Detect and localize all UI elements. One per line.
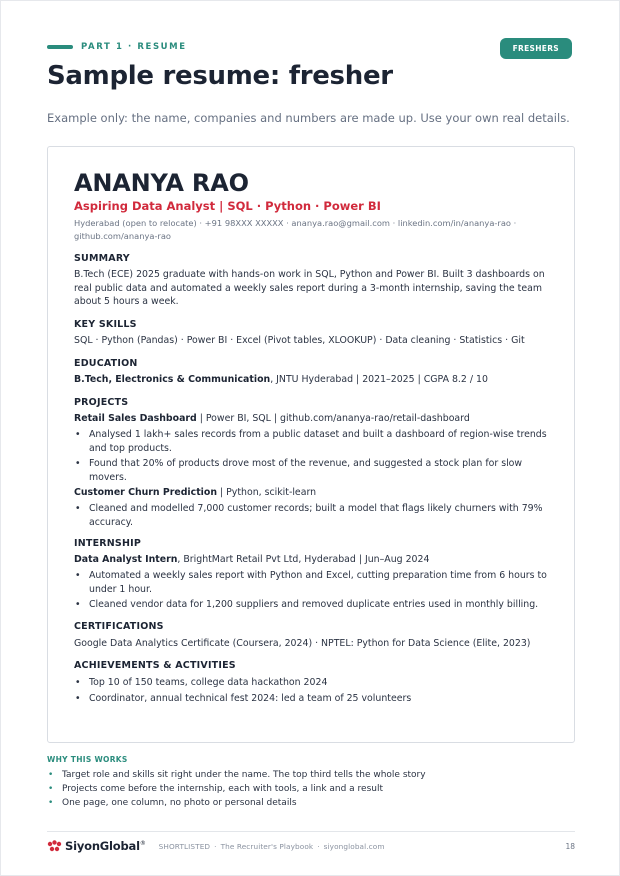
- achievements-heading: ACHIEVEMENTS & ACTIVITIES: [74, 660, 236, 671]
- certifications-heading: CERTIFICATIONS: [74, 621, 164, 632]
- project-title-line: [74, 412, 552, 426]
- page-title: Sample resume: fresher: [47, 61, 393, 91]
- internship-bullet: • Cleaned vendor data for 1,200 suppliers and removed duplicate entries used in monthly billing.: [74, 598, 552, 612]
- eyebrow-label: PART 1 · RESUME: [81, 42, 187, 52]
- education-degree: B.Tech, Electronics & Communication: [74, 374, 271, 385]
- project-meta: | Power BI, SQL | github.com/ananya-rao/retail-dashboard: [196, 413, 470, 424]
- skills-text: SQL · Python (Pandas) · Power BI · Excel (Pivot tables, XLOOKUP) · Data cleaning · Statistics · Git: [74, 335, 525, 346]
- siyonglobal-logo: [47, 839, 146, 853]
- summary-text: B.Tech (ECE) 2025 graduate with hands-on work in SQL, Python and Power BI. Built 3 dashboards on real public data and automated a weekly sales report during a 3-month internship, saving the team about 5 hours a week.: [74, 269, 545, 308]
- footer: [47, 838, 575, 854]
- internship-bullet: • Automated a weekly sales report with Python and Excel, cutting preparation time from 6 hours to under 1 hour.: [74, 569, 552, 596]
- eyebrow-bar: [47, 45, 73, 49]
- footer-book-title: The Recruiter's Playbook: [220, 841, 314, 851]
- freshers-badge: FRESHERS: [500, 38, 572, 59]
- project-bullet: • Cleaned and modelled 7,000 customer records; built a model that flags likely churners with 79% accuracy.: [74, 502, 552, 529]
- project-bullet: • Analysed 1 lakh+ sales records from a public dataset and built a dashboard of region-wise trends and top products.: [74, 428, 552, 455]
- internship-meta: , BrightMart Retail Pvt Ltd, Hyderabad | Jun–Aug 2024: [177, 554, 430, 565]
- education-line: [74, 373, 552, 387]
- why-item: • One page, one column, no photo or personal details: [47, 797, 577, 809]
- project-title-line: [74, 486, 552, 500]
- achievement-bullet: • Top 10 of 150 teams, college data hackathon 2024: [74, 676, 552, 690]
- footer-divider: [47, 831, 575, 832]
- project-name: Customer Churn Prediction: [74, 487, 218, 498]
- section-eyebrow: [47, 42, 187, 52]
- candidate-name: ANANYA RAO: [74, 169, 249, 197]
- footer-website: siyonglobal.com: [323, 841, 385, 851]
- why-item: • Target role and skills sit right under the name. The top third tells the whole story: [47, 769, 577, 781]
- project-bullet: • Found that 20% of products drove most of the revenue, and suggested a stock plan for slow movers.: [74, 457, 552, 484]
- why-item: • Projects come before the internship, each with tools, a link and a result: [47, 783, 577, 795]
- project-name: Retail Sales Dashboard: [74, 413, 197, 424]
- achievement-bullet: • Coordinator, annual technical fest 2024: led a team of 25 volunteers: [74, 692, 552, 706]
- footer-series: SHORTLISTED: [158, 841, 211, 851]
- internship-title-line: [74, 553, 552, 567]
- logo-mark-icon: [47, 840, 62, 853]
- internship-heading: INTERNSHIP: [74, 538, 142, 549]
- contact-line: Hyderabad (open to relocate) · +91 98XXX XXXXX · ananya.rao@gmail.com · linkedin.com/in/ananya-rao · github.com/ananya-rao: [74, 218, 517, 241]
- candidate-headline: Aspiring Data Analyst | SQL · Python · Power BI: [74, 199, 381, 213]
- resume-card: [47, 146, 575, 743]
- certifications-text: Google Data Analytics Certificate (Coursera, 2024) · NPTEL: Python for Data Science (Elite, 2023): [74, 638, 531, 649]
- projects-heading: PROJECTS: [74, 397, 129, 408]
- footer-meta: SHORTLISTED · The Recruiter's Playbook · siyonglobal.com: [158, 841, 385, 851]
- logo-text: SiyonGlobal®: [65, 839, 146, 853]
- project-meta: | Python, scikit-learn: [217, 487, 317, 498]
- why-heading: WHY THIS WORKS: [47, 755, 128, 764]
- page-number: 18: [565, 841, 575, 851]
- page-subtitle: Example only: the name, companies and numbers are made up. Use your own real details.: [47, 111, 570, 125]
- education-details: , JNTU Hyderabad | 2021–2025 | CGPA 8.2 / 10: [270, 374, 488, 385]
- internship-role: Data Analyst Intern: [74, 554, 178, 565]
- summary-heading: SUMMARY: [74, 253, 130, 264]
- education-heading: EDUCATION: [74, 358, 138, 369]
- skills-heading: KEY SKILLS: [74, 319, 137, 330]
